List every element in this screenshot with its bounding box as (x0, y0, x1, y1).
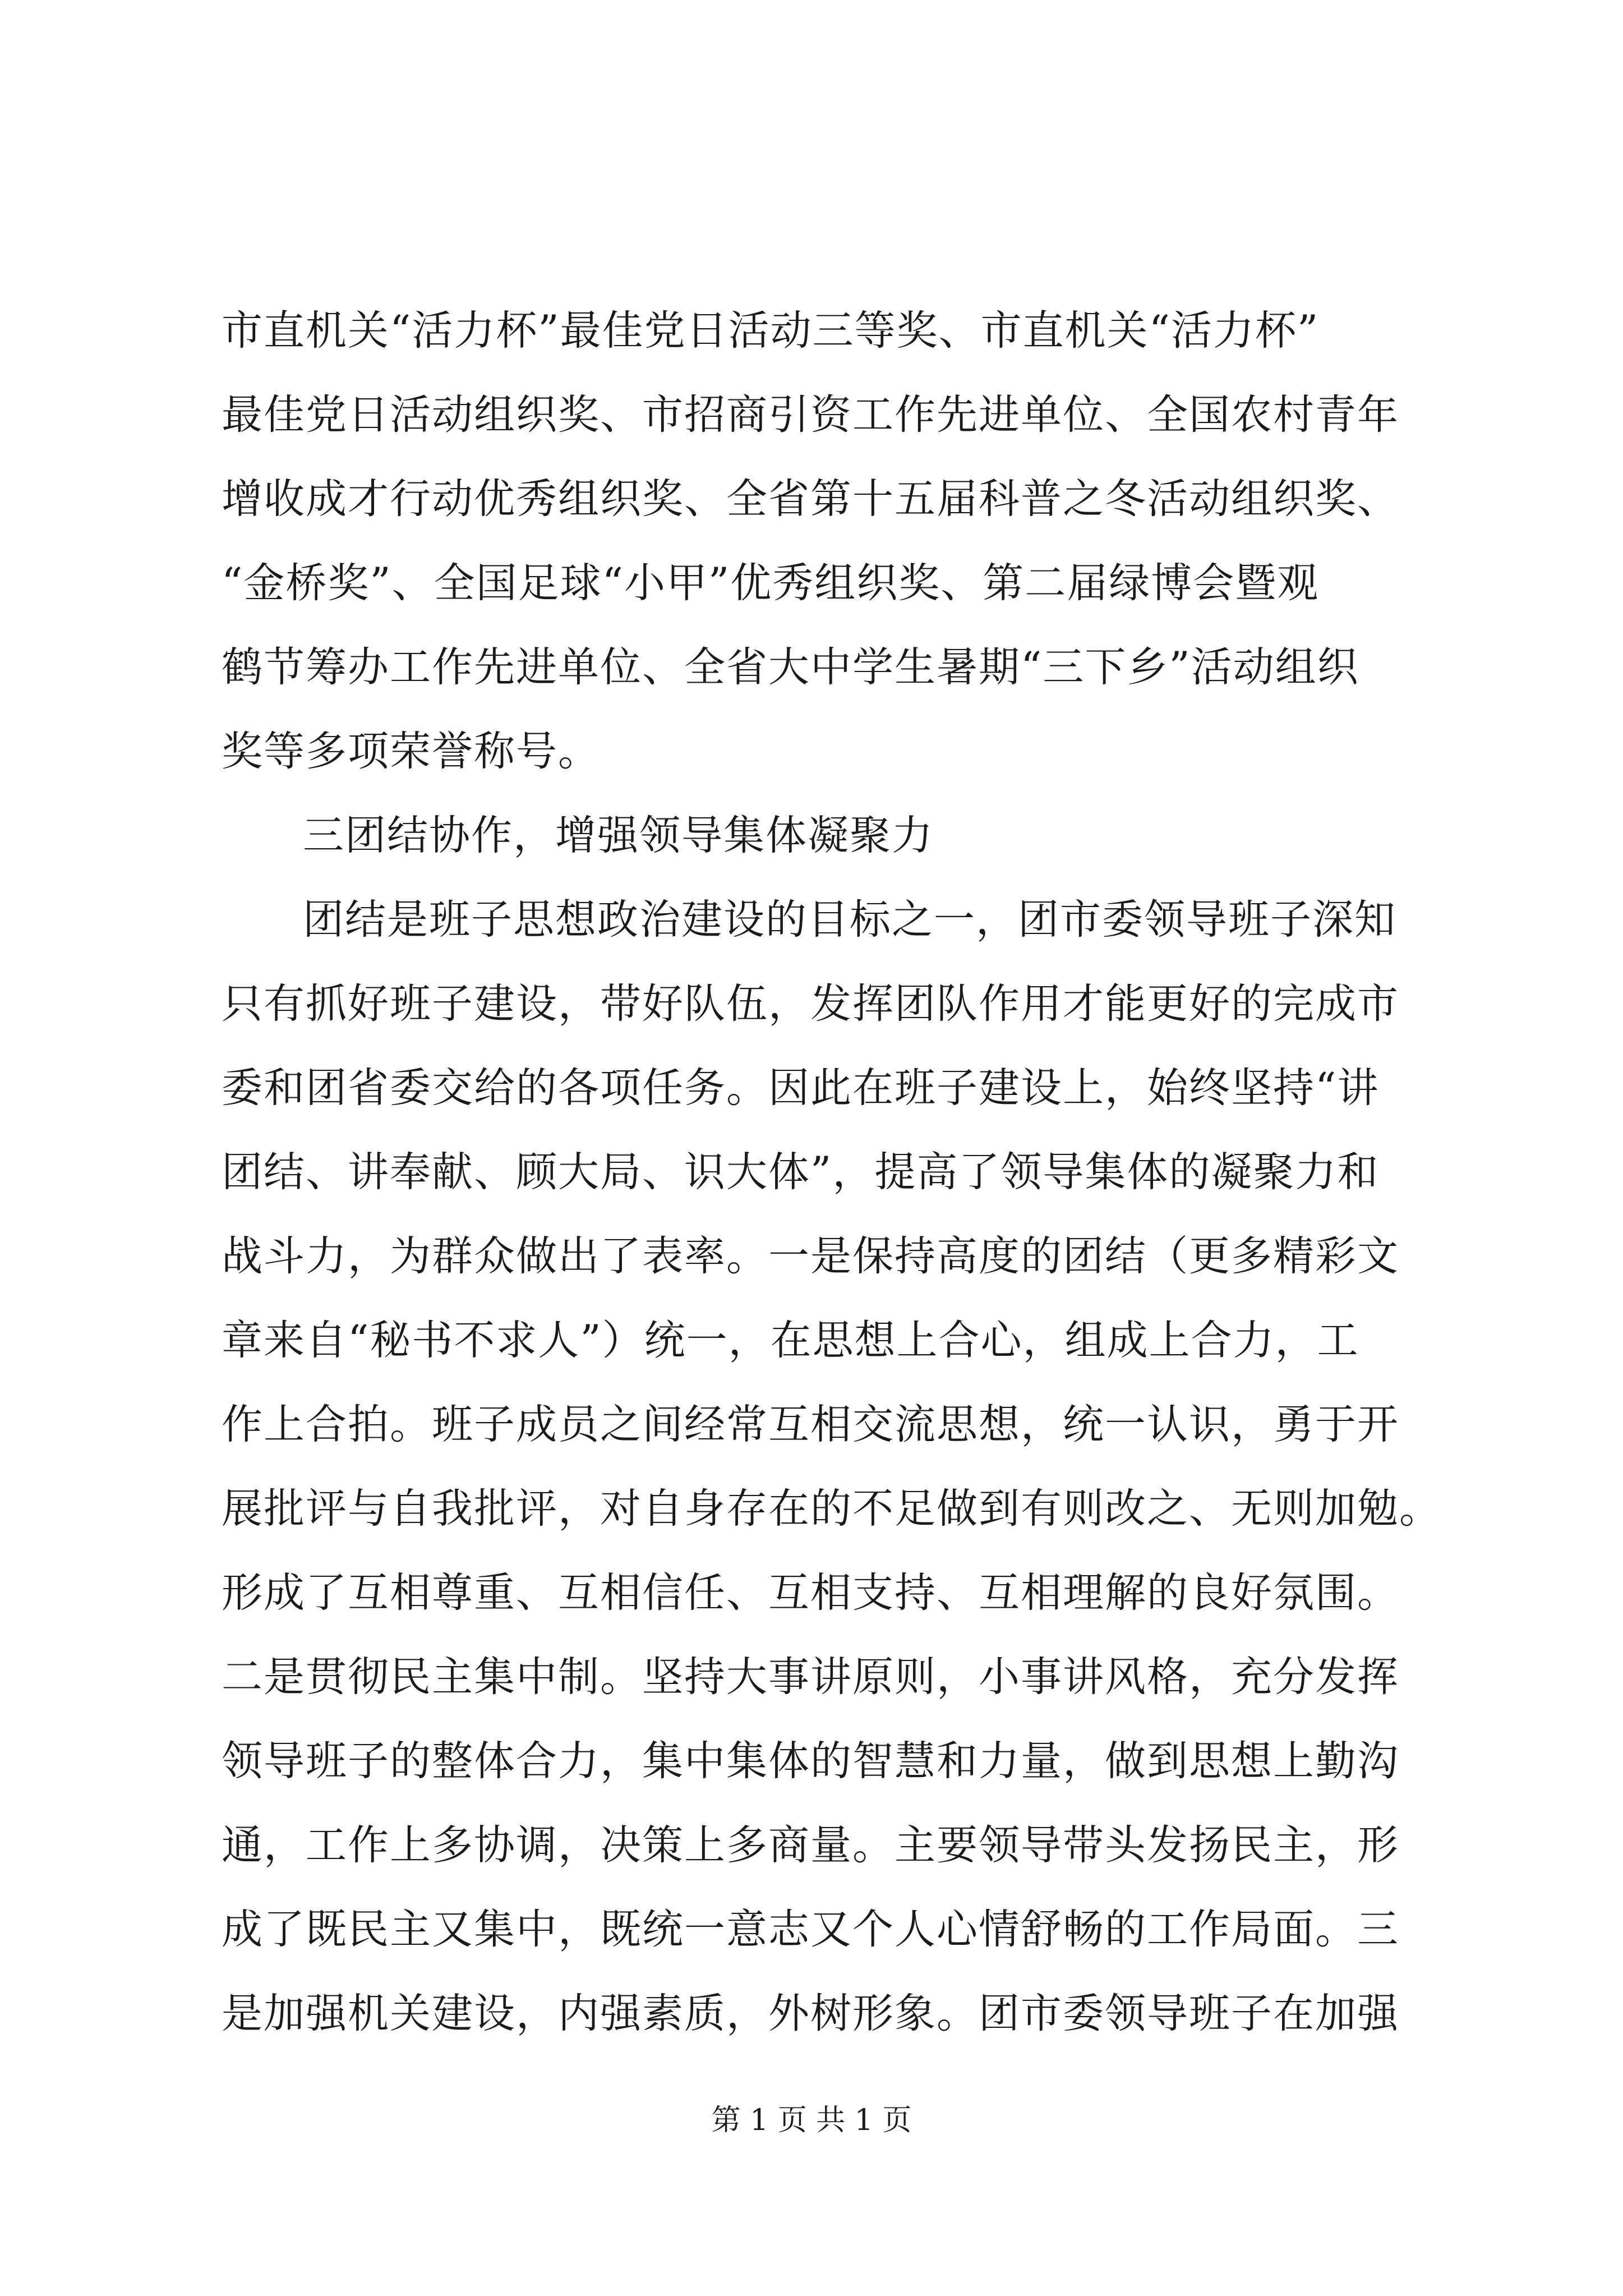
body-line: 作上合拍。班子成员之间经常互相交流思想，统一认识，勇于开 (222, 1401, 1399, 1448)
body-line: 展批评与自我批评，对自身存在的不足做到有则改之、无则加勉。 (222, 1485, 1441, 1533)
body-line: 是加强机关建设，内强素质，外树形象。团市委领导班子在加强 (222, 1990, 1399, 2037)
body-line: 委和团省委交给的各项任务。因此在班子建设上，始终坚持“讲 (222, 1064, 1380, 1112)
page-footer: 第 1 页 共 1 页 (711, 2104, 912, 2137)
body-line: 团结、讲奉献、顾大局、识大体”，提高了领导集体的凝聚力和 (222, 1148, 1380, 1196)
paragraph-first-line: 团结是班子思想政治建设的目标之一，团市委领导班子深知 (303, 896, 1396, 944)
body-line: 最佳党日活动组织奖、市招商引资工作先进单位、全国农村青年 (222, 391, 1399, 439)
body-line: 章来自“秘书不求人”）统一，在思想上合心，组成上合力，工 (222, 1317, 1359, 1364)
body-line: 奖等多项荣誉称号。 (222, 728, 600, 775)
body-line: 通，工作上多协调，决策上多商量。主要领导带头发扬民主，形 (222, 1821, 1399, 1869)
section-heading: 三团结协作，增强领导集体凝聚力 (303, 812, 934, 859)
body-line: 领导班子的整体合力，集中集体的智慧和力量，做到思想上勤沟 (222, 1737, 1399, 1785)
body-line: 形成了互相尊重、互相信任、互相支持、互相理解的良好氛围。 (222, 1569, 1399, 1617)
body-line: 增收成才行动优秀组织奖、全省第十五届科普之冬活动组织奖、 (222, 475, 1399, 523)
body-line: 市直机关“活力杯”最佳党日活动三等奖、市直机关“活力杯” (222, 307, 1320, 355)
body-line: 成了既民主又集中，既统一意志又个人心情舒畅的工作局面。三 (222, 1906, 1399, 1953)
body-line: 只有抓好班子建设，带好队伍，发挥团队作用才能更好的完成市 (222, 980, 1399, 1028)
body-line: “金桥奖”、全国足球“小甲”优秀组织奖、第二届绿博会暨观 (222, 559, 1320, 607)
body-line: 鹤节筹办工作先进单位、全省大中学生暑期“三下乡”活动组织 (222, 643, 1359, 691)
body-line: 二是贯彻民主集中制。坚持大事讲原则，小事讲风格，充分发挥 (222, 1653, 1399, 1701)
body-line: 战斗力，为群众做出了表率。一是保持高度的团结（更多精彩文 (222, 1232, 1399, 1280)
